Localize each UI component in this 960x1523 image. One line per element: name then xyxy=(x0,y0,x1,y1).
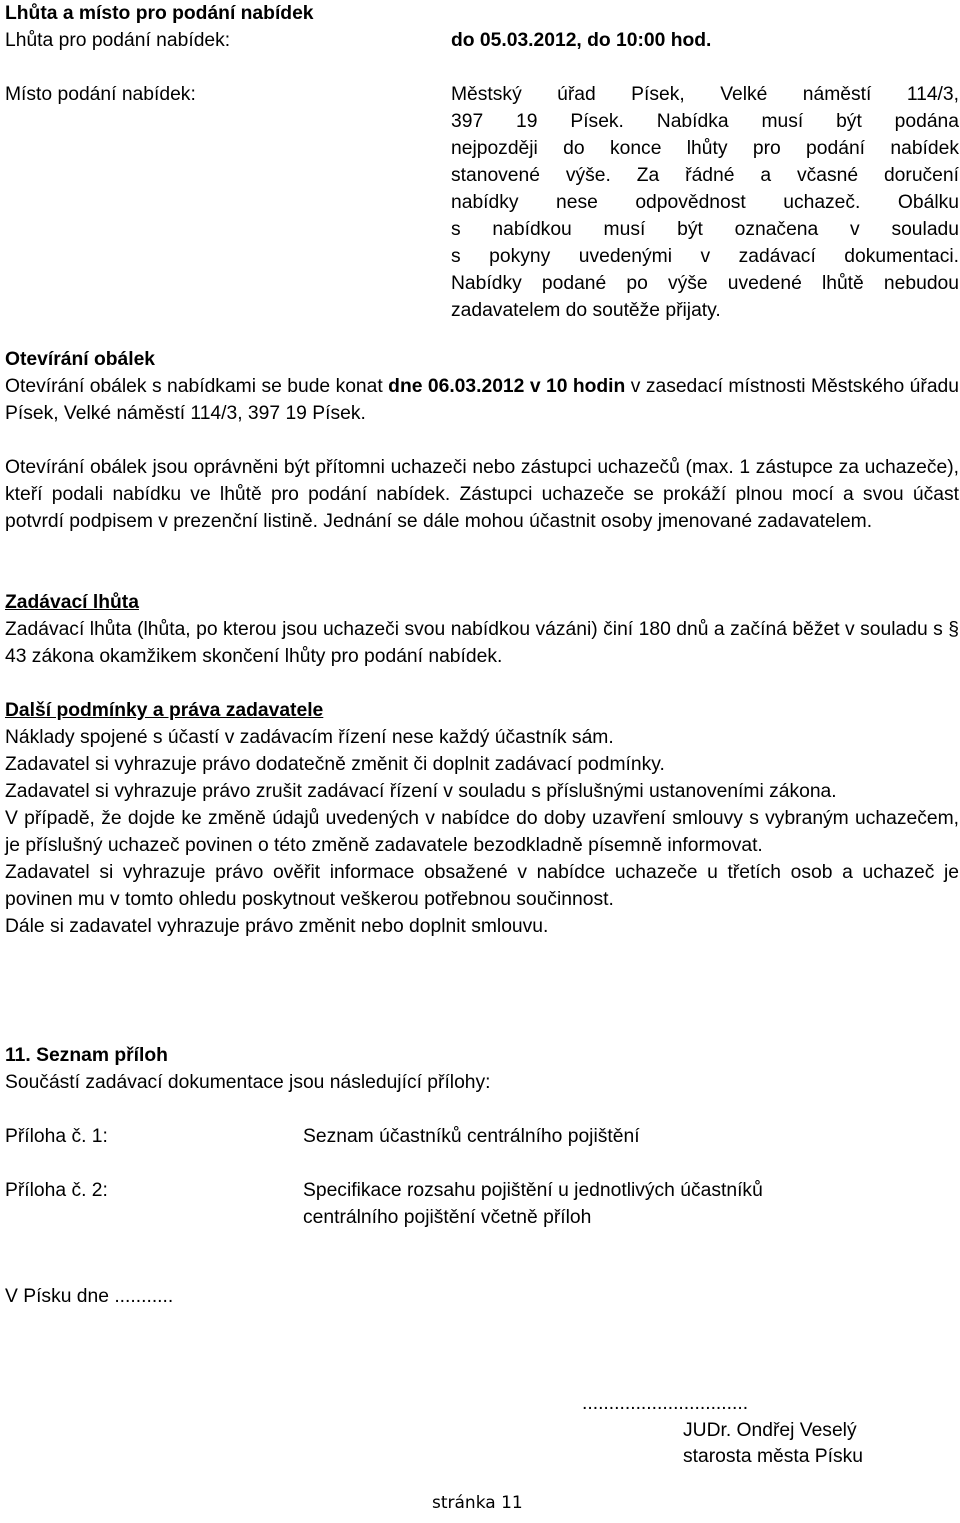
dalsi-paragraph: Zadavatel si vyhrazuje právo zrušit zadávací řízení v souladu s příslušnými ustanoveními zákona. xyxy=(5,781,837,802)
signatory-title: starosta města Písku xyxy=(683,1446,864,1467)
place-text xyxy=(451,81,959,324)
deadline-label: Lhůta pro podání nabídek: xyxy=(5,30,231,51)
priloha-2-text-line-1: Specifikace rozsahu pojištění u jednotlivých účastníků xyxy=(303,1180,763,1201)
prilohy-intro: Součástí zadávací dokumentace jsou následující přílohy: xyxy=(5,1072,491,1093)
otevirani-p1-date: dne 06.03.2012 v 10 hodin xyxy=(388,376,626,397)
signatory-name: JUDr. Ondřej Veselý xyxy=(683,1420,857,1441)
place-text-line: stanovené výše. Za řádné a včasné doručení xyxy=(451,165,959,186)
place-text-line: nabídky nese odpovědnost uchazeč. Obálku xyxy=(451,192,959,213)
place-text-line: s pokyny uvedenými v zadávací dokumentaci. xyxy=(451,246,959,267)
place-text-line: Městský úřad Písek, Velké náměstí 114/3, xyxy=(451,84,959,105)
deadline-value: do 05.03.2012, do 10:00 hod. xyxy=(451,30,712,51)
place-label: Místo podání nabídek: xyxy=(5,84,196,105)
place-text-line: 397 19 Písek. Nabídka musí být podána xyxy=(451,111,959,132)
dalsi-paragraph: Náklady spojené s účastí v zadávacím řízení nese každý účastník sám. xyxy=(5,727,614,748)
section-heading-zadavaci-lhuta: Zadávací lhůta xyxy=(5,592,139,613)
page-number: stránka 11 xyxy=(432,1493,523,1513)
otevirani-p1-end: v zasedací místnosti Městského úřadu Písek, Velké náměstí 114/3, 397 19 Písek. xyxy=(5,376,959,424)
priloha-1-label: Příloha č. 1: xyxy=(5,1126,108,1147)
place-text-line: Nabídky podané po výše uvedené lhůtě nebudou xyxy=(451,273,959,294)
otevirani-paragraph-2: Otevírání obálek jsou oprávněni být přítomni uchazeči nebo zástupci uchazečů (max. 1 zástupce za uchazeče), kteří podali nabídku ve lhůtě pro podání nabídek. Zástupci uchazeče se prokáží plnou mocí a svou účast potvrdí podpisem v prezenční listině. Jednání se dále mohou účastnit osoby jmenované zadavatelem. xyxy=(5,457,959,532)
place-text-line: zadavatelem do soutěže přijaty. xyxy=(451,300,721,321)
place-text-line: nejpozději do konce lhůty pro podání nabídek xyxy=(451,138,959,159)
priloha-1-text: Seznam účastníků centrálního pojištění xyxy=(303,1126,640,1147)
otevirani-paragraph-1 xyxy=(5,373,959,427)
section-heading-dalsi: Další podmínky a práva zadavatele xyxy=(5,700,324,721)
dalsi-paragraph: Dále si zadavatel vyhrazuje právo změnit nebo doplnit smlouvu. xyxy=(5,916,549,937)
zadavaci-lhuta-text: Zadávací lhůta (lhůta, po kterou jsou uchazeči svou nabídkou vázáni) činí 180 dnů a začíná běžet v souladu s § 43 zákona okamžikem skončení lhůty pro podání nabídek. xyxy=(5,619,959,667)
dalsi-paragraph: Zadavatel si vyhrazuje právo dodatečně změnit či doplnit zadávací podmínky. xyxy=(5,754,665,775)
section-heading-otevirani: Otevírání obálek xyxy=(5,349,156,370)
signature-dots: ............................... xyxy=(582,1393,749,1414)
place-text-line: s nabídkou musí být označena v souladu xyxy=(451,219,959,240)
document-page xyxy=(5,0,959,1523)
dalsi-paragraphs xyxy=(5,724,959,940)
priloha-2-label: Příloha č. 2: xyxy=(5,1180,108,1201)
place-date: V Písku dne ........... xyxy=(5,1286,174,1307)
otevirani-p1-start: Otevírání obálek s nabídkami se bude konat xyxy=(5,376,389,397)
section-heading-lhuta: Lhůta a místo pro podání nabídek xyxy=(5,3,314,24)
section-heading-prilohy: 11. Seznam příloh xyxy=(5,1045,168,1066)
dalsi-paragraph: Zadavatel si vyhrazuje právo ověřit informace obsažené v nabídce uchazeče u třetích osob a uchazeč je povinen mu v tomto ohledu poskytnout veškerou potřebnou součinnost. xyxy=(5,862,959,910)
dalsi-paragraph: V případě, že dojde ke změně údajů uvedených v nabídce do doby uzavření smlouvy s vybraným uchazečem, je příslušný uchazeč povinen o této změně zadavatele bezodkladně písemně informovat. xyxy=(5,808,959,856)
priloha-2-text-line-2: centrálního pojištění včetně příloh xyxy=(303,1207,592,1228)
